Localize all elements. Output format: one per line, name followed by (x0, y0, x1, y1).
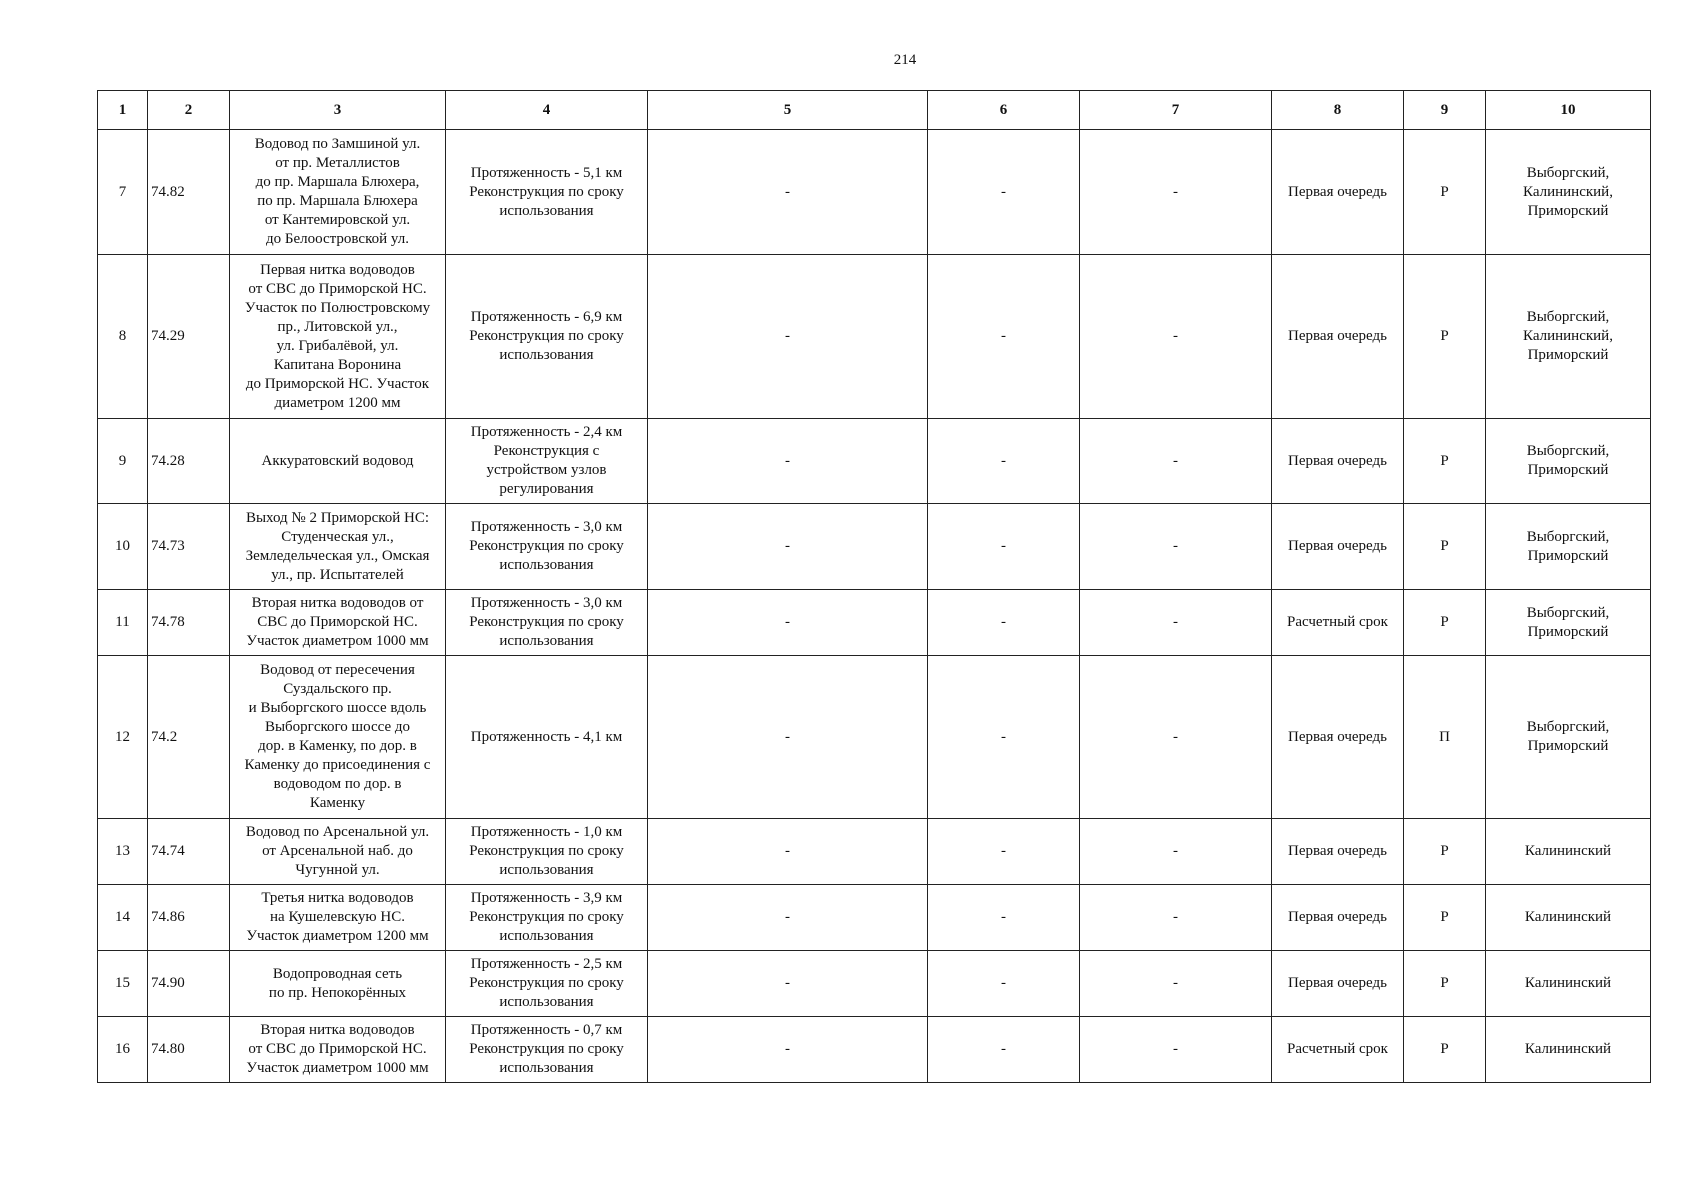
cell-col6: - (928, 419, 1080, 504)
object-name: Первая нитка водоводов от СВС до Приморской НС. Участок по Полюстровскому пр., Литовской ул., ул. Грибалёвой, ул. Капитана Воронина до Приморской НС. Участок диаметром 1200 мм (230, 255, 446, 419)
row-number: 16 (98, 1017, 148, 1083)
object-description: Протяженность - 3,0 км Реконструкция по сроку использования (446, 504, 648, 590)
column-header: 9 (1404, 91, 1486, 130)
cell-col5: - (648, 885, 928, 951)
column-header: 7 (1080, 91, 1272, 130)
district: Калининский (1486, 819, 1651, 885)
cell-col7: - (1080, 130, 1272, 255)
cell-col5: - (648, 590, 928, 656)
row-number: 13 (98, 819, 148, 885)
cell-col5: - (648, 951, 928, 1017)
cell-col7: - (1080, 504, 1272, 590)
work-type: Р (1404, 419, 1486, 504)
implementation-stage: Первая очередь (1272, 951, 1404, 1017)
object-description: Протяженность - 4,1 км (446, 656, 648, 819)
object-description: Протяженность - 0,7 км Реконструкция по сроку использования (446, 1017, 648, 1083)
row-number: 8 (98, 255, 148, 419)
district: Выборгский, Калининский, Приморский (1486, 255, 1651, 419)
column-header: 5 (648, 91, 928, 130)
cell-col7: - (1080, 590, 1272, 656)
row-number: 12 (98, 656, 148, 819)
cell-col7: - (1080, 951, 1272, 1017)
header-row (98, 91, 1651, 130)
row-number: 10 (98, 504, 148, 590)
row-number: 9 (98, 419, 148, 504)
object-description: Протяженность - 6,9 км Реконструкция по сроку использования (446, 255, 648, 419)
cell-col6: - (928, 130, 1080, 255)
object-name: Вторая нитка водоводов от СВС до Приморской НС. Участок диаметром 1000 мм (230, 1017, 446, 1083)
column-header: 10 (1486, 91, 1651, 130)
implementation-stage: Первая очередь (1272, 885, 1404, 951)
work-type: Р (1404, 885, 1486, 951)
district: Выборгский, Приморский (1486, 590, 1651, 656)
page-number: 214 (893, 52, 917, 68)
cell-col5: - (648, 1017, 928, 1083)
object-code: 74.73 (148, 504, 230, 590)
work-type: Р (1404, 951, 1486, 1017)
object-code: 74.2 (148, 656, 230, 819)
object-name: Аккуратовский водовод (230, 419, 446, 504)
object-description: Протяженность - 5,1 км Реконструкция по сроку использования (446, 130, 648, 255)
implementation-stage: Первая очередь (1272, 819, 1404, 885)
cell-col6: - (928, 255, 1080, 419)
cell-col5: - (648, 819, 928, 885)
cell-col5: - (648, 130, 928, 255)
cell-col7: - (1080, 419, 1272, 504)
work-type: Р (1404, 255, 1486, 419)
cell-col7: - (1080, 819, 1272, 885)
cell-col6: - (928, 504, 1080, 590)
object-description: Протяженность - 3,0 км Реконструкция по сроку использования (446, 590, 648, 656)
object-code: 74.80 (148, 1017, 230, 1083)
object-description: Протяженность - 3,9 км Реконструкция по сроку использования (446, 885, 648, 951)
district: Калининский (1486, 1017, 1651, 1083)
table-row (98, 255, 1651, 419)
object-name: Третья нитка водоводов на Кушелевскую НС. Участок диаметром 1200 мм (230, 885, 446, 951)
column-header: 8 (1272, 91, 1404, 130)
district: Выборгский, Приморский (1486, 656, 1651, 819)
object-name: Вторая нитка водоводов от СВС до Приморской НС. Участок диаметром 1000 мм (230, 590, 446, 656)
cell-col5: - (648, 656, 928, 819)
district: Выборгский, Приморский (1486, 504, 1651, 590)
cell-col6: - (928, 656, 1080, 819)
water-network-table (97, 90, 1651, 1083)
column-header: 6 (928, 91, 1080, 130)
object-code: 74.82 (148, 130, 230, 255)
table-row (98, 819, 1651, 885)
implementation-stage: Первая очередь (1272, 255, 1404, 419)
implementation-stage: Расчетный срок (1272, 1017, 1404, 1083)
cell-col6: - (928, 1017, 1080, 1083)
cell-col7: - (1080, 255, 1272, 419)
object-name: Выход № 2 Приморской НС: Студенческая ул., Земледельческая ул., Омская ул., пр. Испытателей (230, 504, 446, 590)
cell-col6: - (928, 590, 1080, 656)
implementation-stage: Первая очередь (1272, 130, 1404, 255)
object-description: Протяженность - 2,4 км Реконструкция с устройством узлов регулирования (446, 419, 648, 504)
row-number: 11 (98, 590, 148, 656)
object-name: Водопроводная сеть по пр. Непокорённых (230, 951, 446, 1017)
cell-col6: - (928, 951, 1080, 1017)
district: Выборгский, Приморский (1486, 419, 1651, 504)
column-header: 4 (446, 91, 648, 130)
work-type: Р (1404, 1017, 1486, 1083)
cell-col7: - (1080, 1017, 1272, 1083)
work-type: Р (1404, 819, 1486, 885)
cell-col7: - (1080, 885, 1272, 951)
table-row (98, 504, 1651, 590)
table-row (98, 419, 1651, 504)
work-type: Р (1404, 504, 1486, 590)
column-header: 2 (148, 91, 230, 130)
object-code: 74.28 (148, 419, 230, 504)
object-code: 74.90 (148, 951, 230, 1017)
cell-col6: - (928, 819, 1080, 885)
row-number: 14 (98, 885, 148, 951)
object-code: 74.74 (148, 819, 230, 885)
implementation-stage: Первая очередь (1272, 419, 1404, 504)
row-number: 15 (98, 951, 148, 1017)
object-code: 74.78 (148, 590, 230, 656)
object-name: Водовод по Замшиной ул. от пр. Металлистов до пр. Маршала Блюхера, по пр. Маршала Блюхера от Кантемировской ул. до Белоостровской ул. (230, 130, 446, 255)
table-row (98, 1017, 1651, 1083)
district: Калининский (1486, 951, 1651, 1017)
object-description: Протяженность - 1,0 км Реконструкция по сроку использования (446, 819, 648, 885)
object-name: Водовод по Арсенальной ул. от Арсенальной наб. до Чугунной ул. (230, 819, 446, 885)
column-header: 1 (98, 91, 148, 130)
implementation-stage: Первая очередь (1272, 504, 1404, 590)
cell-col5: - (648, 419, 928, 504)
row-number: 7 (98, 130, 148, 255)
object-name: Водовод от пересечения Суздальского пр. и Выборгского шоссе вдоль Выборгского шоссе до дор. в Каменку, по дор. в Каменку до присоединения с водоводом по дор. в Каменку (230, 656, 446, 819)
work-type: П (1404, 656, 1486, 819)
table-row (98, 130, 1651, 255)
cell-col5: - (648, 255, 928, 419)
table-row (98, 656, 1651, 819)
column-header: 3 (230, 91, 446, 130)
object-code: 74.29 (148, 255, 230, 419)
cell-col5: - (648, 504, 928, 590)
work-type: Р (1404, 130, 1486, 255)
table-row (98, 951, 1651, 1017)
district: Выборгский, Калининский, Приморский (1486, 130, 1651, 255)
table-row (98, 590, 1651, 656)
implementation-stage: Расчетный срок (1272, 590, 1404, 656)
object-code: 74.86 (148, 885, 230, 951)
table-row (98, 885, 1651, 951)
cell-col6: - (928, 885, 1080, 951)
cell-col7: - (1080, 656, 1272, 819)
work-type: Р (1404, 590, 1486, 656)
object-description: Протяженность - 2,5 км Реконструкция по сроку использования (446, 951, 648, 1017)
district: Калининский (1486, 885, 1651, 951)
implementation-stage: Первая очередь (1272, 656, 1404, 819)
